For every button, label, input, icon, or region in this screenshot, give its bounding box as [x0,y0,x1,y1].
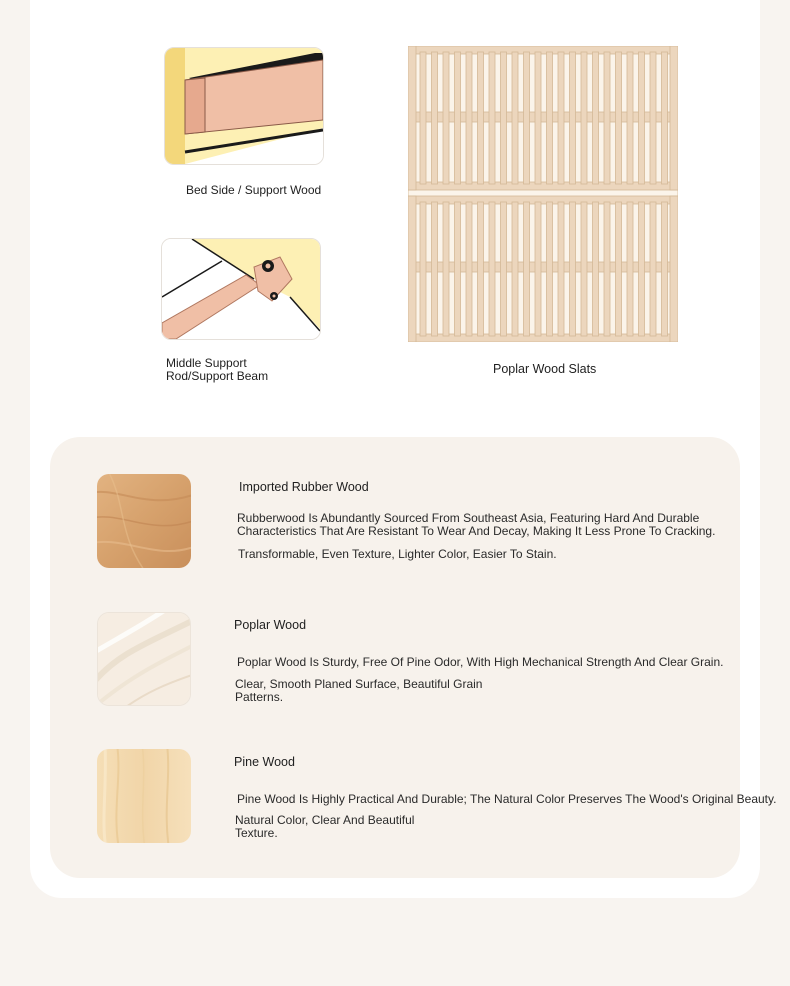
slat-bar [432,52,438,184]
slat-bar [558,52,564,184]
slat-bar [604,52,610,184]
slat-bar [455,52,461,184]
poplar-wood-description: Poplar Wood Is Sturdy, Free Of Pine Odor, With High Mechanical Strength And Clear Grain. [237,655,724,669]
slat-bar [558,202,564,336]
poplar-wood-swatch [97,612,191,706]
poplar-wood-feature-line1: Clear, Smooth Planed Surface, Beautiful Grain [235,677,483,691]
slat-bar [501,202,507,336]
slat-bar [662,52,668,184]
middle-beam-label [166,357,268,383]
rubber-wood-swatch [97,474,191,568]
slat-bar [570,52,576,184]
slat-bar [512,52,518,184]
rubber-wood-desc-line2: Characteristics That Are Resistant To Wear And Decay, Making It Less Prone To Cracking. [237,524,716,538]
slat-bar [524,202,530,336]
poplar-wood-title: Poplar Wood [234,618,307,632]
pine-wood-swatch [97,749,191,843]
slat-bar [604,202,610,336]
pine-wood-feature-line2: Texture. [235,826,278,840]
pine-wood-feature-line1: Natural Color, Clear And Beautiful [235,813,415,827]
slat-bar [627,202,633,336]
slat-bar [581,52,587,184]
slat-bar [593,202,599,336]
pine-wood-description: Pine Wood Is Highly Practical And Durable; The Natural Color Preserves The Wood's Original Beauty. [237,792,777,806]
slat-bar [627,52,633,184]
slat-bar [443,52,449,184]
slat-bar [420,52,426,184]
slat-side-left [408,46,416,190]
rubber-wood-desc-line1: Rubberwood Is Abundantly Sourced From Southeast Asia, Featuring Hard And Durable [237,511,700,525]
slat-bar [650,202,656,336]
pine-wood-title: Pine Wood [234,755,295,769]
slat-side-left [408,196,416,342]
poplar-wood-feature [235,678,482,704]
slat-bar [478,52,484,184]
slats-label: Poplar Wood Slats [493,362,597,376]
slat-bar [570,202,576,336]
slat-bar [478,202,484,336]
slat-bar [662,202,668,336]
slat-bar [455,202,461,336]
slat-bar [443,202,449,336]
slat-bar [512,202,518,336]
slat-bar [466,202,472,336]
slat-bar [581,202,587,336]
slat-bar [616,202,622,336]
rubber-wood-title: Imported Rubber Wood [239,480,369,494]
poplar-slats-illustration [408,46,678,342]
slat-bar [639,52,645,184]
side-support-illustration [164,47,324,165]
slat-bar [432,202,438,336]
slat-side-right [670,46,678,190]
slat-bar [650,52,656,184]
slat-bar [616,52,622,184]
slat-side-right [670,196,678,342]
slat-bar [547,52,553,184]
slat-bar [489,202,495,336]
rubber-wood-feature: Transformable, Even Texture, Lighter Color, Easier To Stain. [238,547,557,561]
slat-bar [524,52,530,184]
slat-bar [535,52,541,184]
slat-bar [501,52,507,184]
side-support-label: Bed Side / Support Wood [186,183,322,197]
slat-bar [489,52,495,184]
middle-beam-illustration [161,238,321,340]
rubber-wood-description [237,512,715,538]
slat-bar [420,202,426,336]
slat-bar [466,52,472,184]
slat-bar [547,202,553,336]
middle-beam-label-line2: Rod/Support Beam [166,369,269,383]
middle-beam-label-line1: Middle Support [166,356,247,370]
pine-wood-feature [235,814,414,840]
poplar-wood-feature-line2: Patterns. [235,690,284,704]
slat-bar [535,202,541,336]
slat-bar [639,202,645,336]
slat-bar [593,52,599,184]
